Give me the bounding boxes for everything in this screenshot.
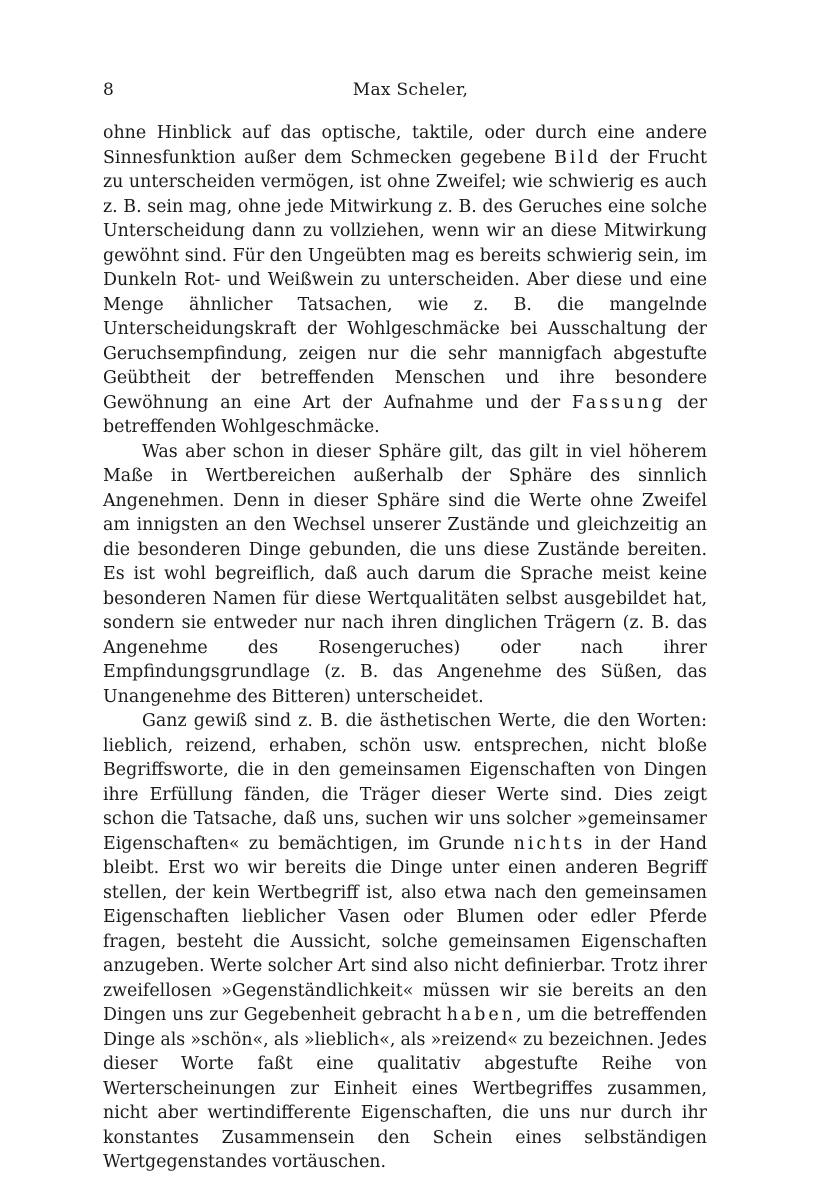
paragraph-2 (103, 440, 707, 710)
spaced-emphasis: haben (446, 1005, 516, 1025)
text-segment: Ganz gewiß sind z. B. die ästhetischen Werte, die den Worten: lieblich, reizend, erhaben, schön usw. entsprechen, nicht bloße Begriffsworte, die in den gemeinsamen Eigenschaften von Dingen ihre Erfüllung fänden, die Träger dieser Werte sind. Dies zeigt schon die Tatsache, daß uns, suchen wir uns solcher »gemeinsamer Eigenschaften« zu bemächtigen, im Grunde (103, 711, 707, 854)
text-segment: Was aber schon in dieser Sphäre gilt, das gilt in viel höherem Maße in Wertbereichen außerhalb der Sphäre des sinnlich Angenehmen. Denn in dieser Sphäre sind die Werte ohne Zweifel am innigsten an den Wechsel unserer Zustände und gleichzeitig an die besonderen Dinge gebunden, die uns diese Zustände bereiten. Es ist wohl begreiflich, daß auch darum die Sprache meist keine besonderen Namen für diese Wertqualitäten selbst ausgebildet hat, sondern sie entweder nur nach ihren dinglichen Trägern (z. B. das Angenehme des Rosengeruches) oder nach ihrer Empfindungsgrundlage (z. B. das Angenehme des Süßen, das Unangenehme des Bitteren) unterscheidet. (103, 441, 707, 707)
running-head: Max Scheler, (352, 80, 469, 100)
body-text (103, 121, 707, 1175)
text-segment: der Frucht zu unterscheiden vermögen, ist ohne Zweifel; wie schwierig es auch z. B. sein mag, ohne jede Mitwirkung z. B. des Geruches eine solche Unterscheidung dann zu vollziehen, wenn wir an diese Mitwirkung gewöhnt sind. Für den Ungeübten mag es bereits schwierig sein, im Dunkeln Rot- und Weißwein zu unterscheiden. Aber diese und eine Menge ähnlicher Tatsachen, wie z. B. die mangelnde Unterscheidungskraft der Wohlgeschmäcke bei Ausschaltung der Geruchsempfindung, zeigen nur die sehr mannigfach abgestufte Geübtheit der betreffenden Menschen und ihre besondere Gewöhnung an eine Art der Aufnahme und der (103, 147, 707, 413)
text-segment: der betreffenden Wohlgeschmäcke. (103, 392, 708, 437)
spaced-emphasis: nichts (513, 833, 586, 854)
spaced-emphasis: Bild (554, 147, 602, 168)
text-segment: , um die betreffenden Dinge als »schön«, als »lieblich«, als »reizend« zu bezeichnen. Jedes dieser Worte faßt eine qualitativ abgestufte Reihe von Werterscheinungen zur Einheit eines Wertbegriffes zusammen, nicht aber wertindifferente Eigenschaften, die uns nur durch ihr konstantes Zusammensein den Schein eines selbständigen Wertgegenstandes vortäuschen. (103, 1005, 708, 1172)
spaced-emphasis: Fassung (571, 392, 666, 413)
text-segment: ohne Hinblick auf das optische, taktile, oder durch eine andere Sinnesfunktion außer dem Schmecken gegebene (103, 123, 707, 168)
paragraph-1 (103, 121, 707, 440)
paragraph-3 (103, 709, 707, 1175)
page-header (103, 80, 718, 106)
text-segment: in der Hand bleibt. Erst wo wir bereits die Dinge unter einen anderen Begriff stellen, der kein Wertbegriff ist, also etwa nach den gemeinsamen Eigenschaften lieblicher Vasen oder Blumen oder edler Pferde fragen, besteht die Aussicht, solche gemeinsamen Eigenschaften anzugeben. Werte solcher Art sind also nicht definierbar. Trotz ihrer zweifellosen »Gegenständlichkeit« müssen wir sie bereits an den Dingen uns zur Gegebenheit gebracht (103, 833, 708, 1025)
page-number: 8 (103, 80, 114, 100)
